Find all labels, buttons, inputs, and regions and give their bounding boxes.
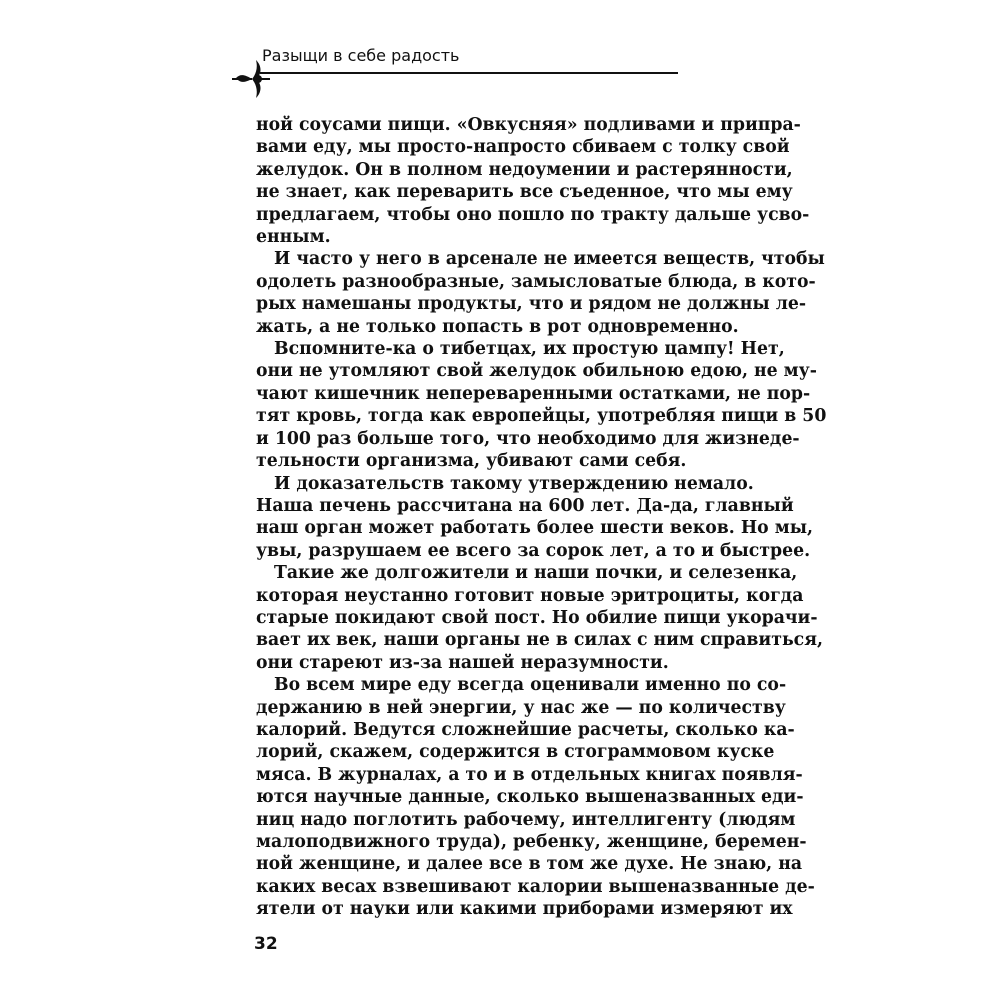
text-line: желудок. Он в полном недоумении и растерянности, [256, 159, 793, 180]
text-line: тят кровь, тогда как европейцы, употребляя пищи в 50 [256, 406, 827, 427]
text-line: И доказательств такому утверждению немало. [274, 473, 754, 494]
text-line: Такие же долгожители и наши почки, и селезенка, [274, 563, 798, 584]
text-line: лорий, скажем, содержится в стограммовом куске [256, 742, 775, 763]
text-line: они не утомляют свой желудок обильною едою, не му- [256, 361, 817, 382]
text-line: ются научные данные, сколько вышеназванных еди- [256, 787, 804, 808]
text-line: они стареют из-за нашей неразумности. [256, 652, 669, 673]
text-line: мяса. В журналах, а то и в отдельных книгах появля- [256, 764, 803, 785]
text-line: Наша печень рассчитана на 600 лет. Да-да, главный [256, 495, 794, 516]
page-number: 32 [254, 934, 278, 954]
text-line: ниц надо поглотить рабочему, интеллигенту (людям [256, 809, 796, 830]
text-line: увы, разрушаем ее всего за сорок лет, а то и быстрее. [256, 540, 811, 561]
text-line: старые покидают свой пост. Но обилие пищи укорачи- [256, 607, 818, 628]
text-line: Во всем мире еду всегда оценивали именно по со- [274, 675, 787, 696]
text-line: каких весах взвешивают калории вышеназванные де- [256, 876, 815, 897]
text-line: Вспомните-ка о тибетцах, их простую цампу! Нет, [274, 339, 785, 360]
text-line: малоподвижного труда), ребенку, женщине, беремен- [256, 832, 807, 852]
text-line: и 100 раз больше того, что необходимо для жизнеде- [256, 428, 800, 449]
text-line: ной женщине, и далее все в том же духе. Не знаю, на [256, 854, 803, 875]
header-title: Разыщи в себе радость [262, 46, 460, 65]
text-line: ятели от науки или какими приборами измеряют их [256, 899, 793, 920]
text-line: калорий. Ведутся сложнейшие расчеты, сколько ка- [256, 719, 795, 740]
running-header [230, 40, 770, 100]
header-rule [260, 72, 678, 74]
text-line: держанию в ней энергии, у нас же — по количеству [256, 697, 786, 718]
text-line: предлагаем, чтобы оно пошло по тракту дальше усво- [256, 204, 810, 225]
text-line: не знает, как переварить все съеденное, что мы ему [256, 182, 793, 203]
text-line: рых намешаны продукты, что и рядом не должны ле- [256, 294, 807, 315]
text-line: чают кишечник непереваренными остатками, не пор- [256, 383, 811, 404]
text-line: вает их век, наши органы не в силах с ним справиться, [256, 630, 823, 651]
text-line: наш орган может работать более шести веков. Но мы, [256, 518, 814, 539]
text-line: енным. [256, 227, 331, 248]
text-line: вами еду, мы просто-напросто сбиваем с толку свой [256, 137, 790, 158]
text-line: ной соусами пищи. «Овкусняя» подливами и припра- [256, 115, 801, 135]
text-line: одолеть разнообразные, замысловатые блюда, в кото- [256, 271, 816, 292]
body-text [256, 114, 827, 921]
text-line: жать, а не только попасть в рот одновременно. [256, 316, 739, 337]
text-line: тельности организма, убивают сами себя. [256, 451, 687, 472]
text-line: которая неустанно готовит новые эритроциты, когда [256, 585, 804, 606]
text-line: И часто у него в арсенале не имеется веществ, чтобы [274, 249, 825, 270]
